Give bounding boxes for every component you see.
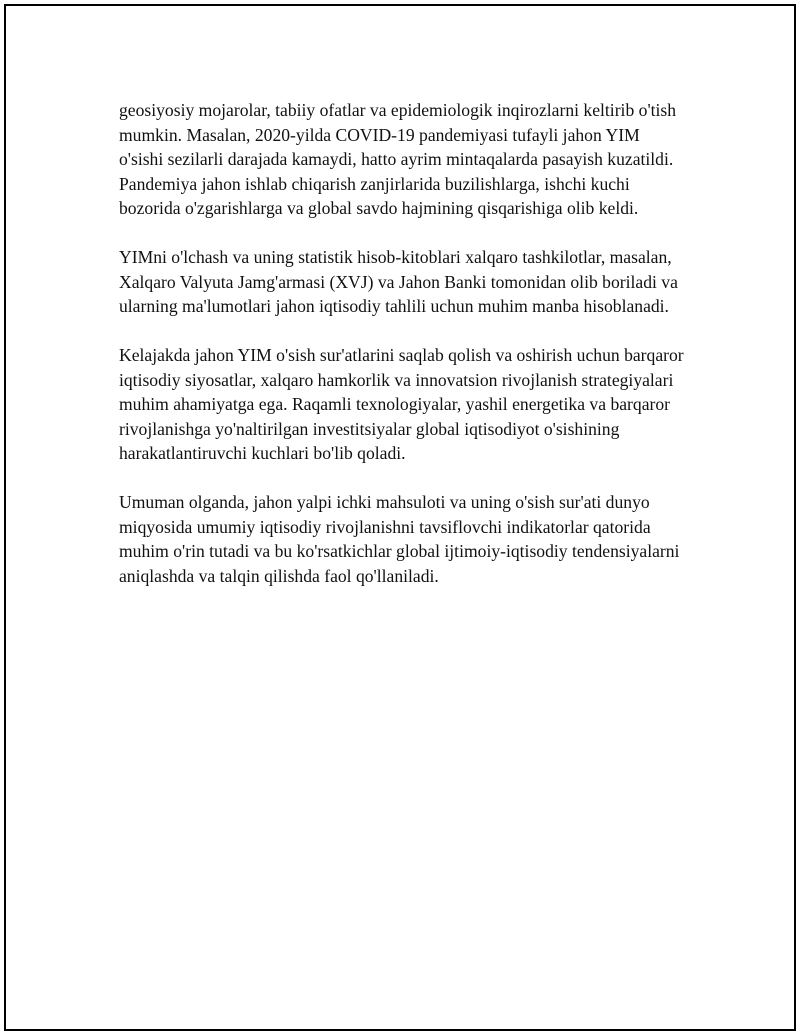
page-frame — [4, 4, 796, 1031]
paragraph-4: Umuman olganda, jahon yalpi ichki mahsuloti va uning o'sish sur'ati dunyo miqyosida umumiy iqtisodiy rivojlanishni tavsiflovchi indikatorlar qatorida muhim o'rin tutadi va bu ko'rsatkichlar global ijtimoiy-iqtisodiy tendensiyalarni aniqlashda va talqin qilishda faol qo'llaniladi. — [119, 492, 680, 586]
paragraph-2: YIMni o'lchash va uning statistik hisob-kitoblari xalqaro tashkilotlar, masalan, Xalqaro Valyuta Jamg'armasi (XVJ) va Jahon Banki tomonidan olib boriladi va ularning ma'lumotlari jahon iqtisodiy tahlili uchun muhim manba hisoblanadi. — [119, 247, 678, 316]
document-body — [119, 98, 687, 613]
paragraph-3: Kelajakda jahon YIM o'sish sur'atlarini saqlab qolish va oshirish uchun barqaror iqtisodiy siyosatlar, xalqaro hamkorlik va innovatsion rivojlanish strategiyalari muhim ahamiyatga ega. Raqamli texnologiyalar, yashil energetika va barqaror rivojlanishga yo'naltirilgan investitsiyalar global iqtisodiyot o'sishining harakatlantiruvchi kuchlari bo'lib qoladi. — [119, 345, 684, 463]
paragraph-1: geosiyosiy mojarolar, tabiiy ofatlar va epidemiologik inqirozlarni keltirib o'tish mumkin. Masalan, 2020-yilda COVID-19 pandemiyasi tufayli jahon YIM o'sishi sezilarli darajada kamaydi, hatto ayrim mintaqalarda pasayish kuzatildi. Pandemiya jahon ishlab chiqarish zanjirlarida buzilishlarga, ishchi kuchi bozorida o'zgarishlarga va global savdo hajmining qisqarishiga olib keldi. — [119, 100, 677, 218]
